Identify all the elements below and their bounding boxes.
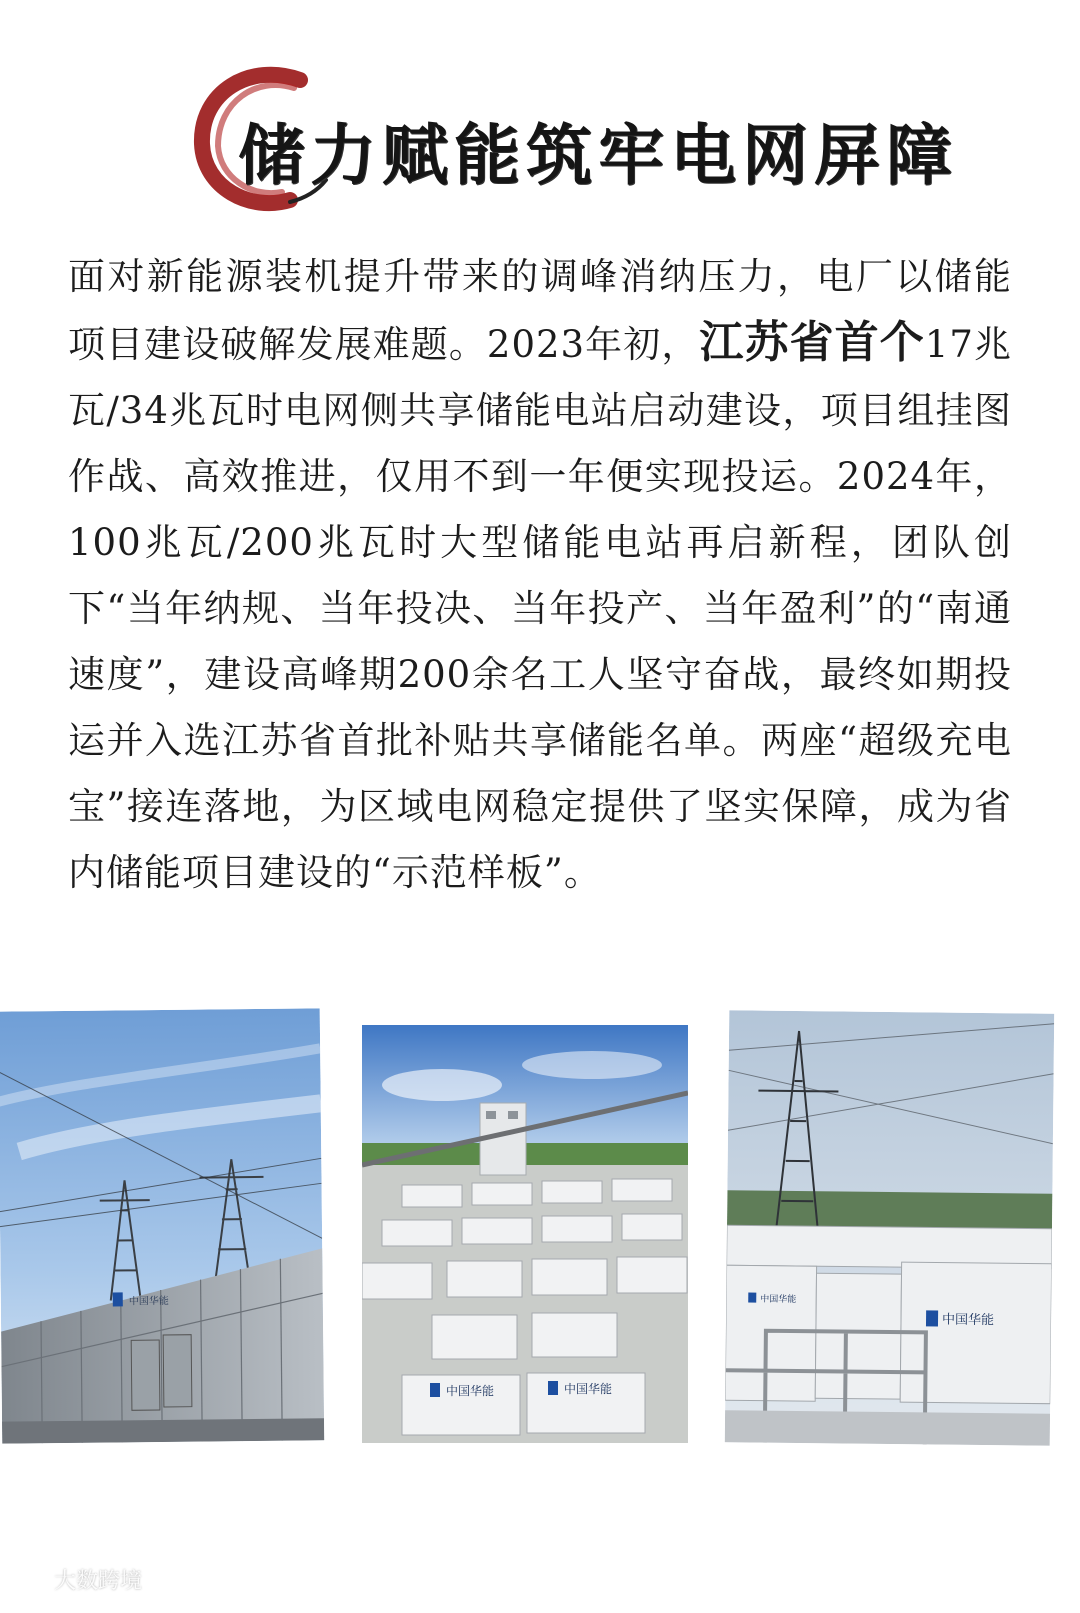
storage-station-aerial-photo <box>362 1025 688 1443</box>
text-segment: 17兆瓦/34兆瓦时电网侧共享储能电站启动建设，项目组挂图作战、高效推进，仅用不到一年便实现投运。2024年，100兆瓦/200兆瓦时大型储能电站再启新程，团队创下“当年纳规、当年投决、当年投产、当年盈利”的“南通速度”，建设高峰期200余名工人坚守奋战，最终如期投运并入选江苏省首批补贴共享储能名单。两座“超级充电宝”接连落地，为区域电网稳定提供了坚实保障，成为省内储能项目建设的“示范样板”。 <box>68 323 1012 894</box>
container-sign: 中国华能 <box>128 1295 169 1308</box>
watermark <box>8 1562 142 1596</box>
page-title: 储力赋能筑牢电网屏障 <box>238 117 958 194</box>
storage-container-photo <box>0 1008 324 1443</box>
logo-icon <box>8 1564 48 1594</box>
text-segment: 面对新能源装机提升带来的调峰消纳压力，电厂以储能项目建设破解发展难题。2023年初， <box>68 255 1012 366</box>
container-sign: 中国华能 <box>564 1382 613 1396</box>
title-block <box>190 62 958 222</box>
storage-cabinets-photo <box>725 1010 1055 1445</box>
container-sign: 中国华能 <box>941 1312 995 1329</box>
watermark-text: 大数跨境 <box>54 1568 143 1594</box>
emphasis-text: 江苏省首个 <box>699 317 925 368</box>
container-sign: 中国华能 <box>760 1294 797 1306</box>
article-paragraph <box>68 244 1012 906</box>
container-sign: 中国华能 <box>446 1384 495 1398</box>
